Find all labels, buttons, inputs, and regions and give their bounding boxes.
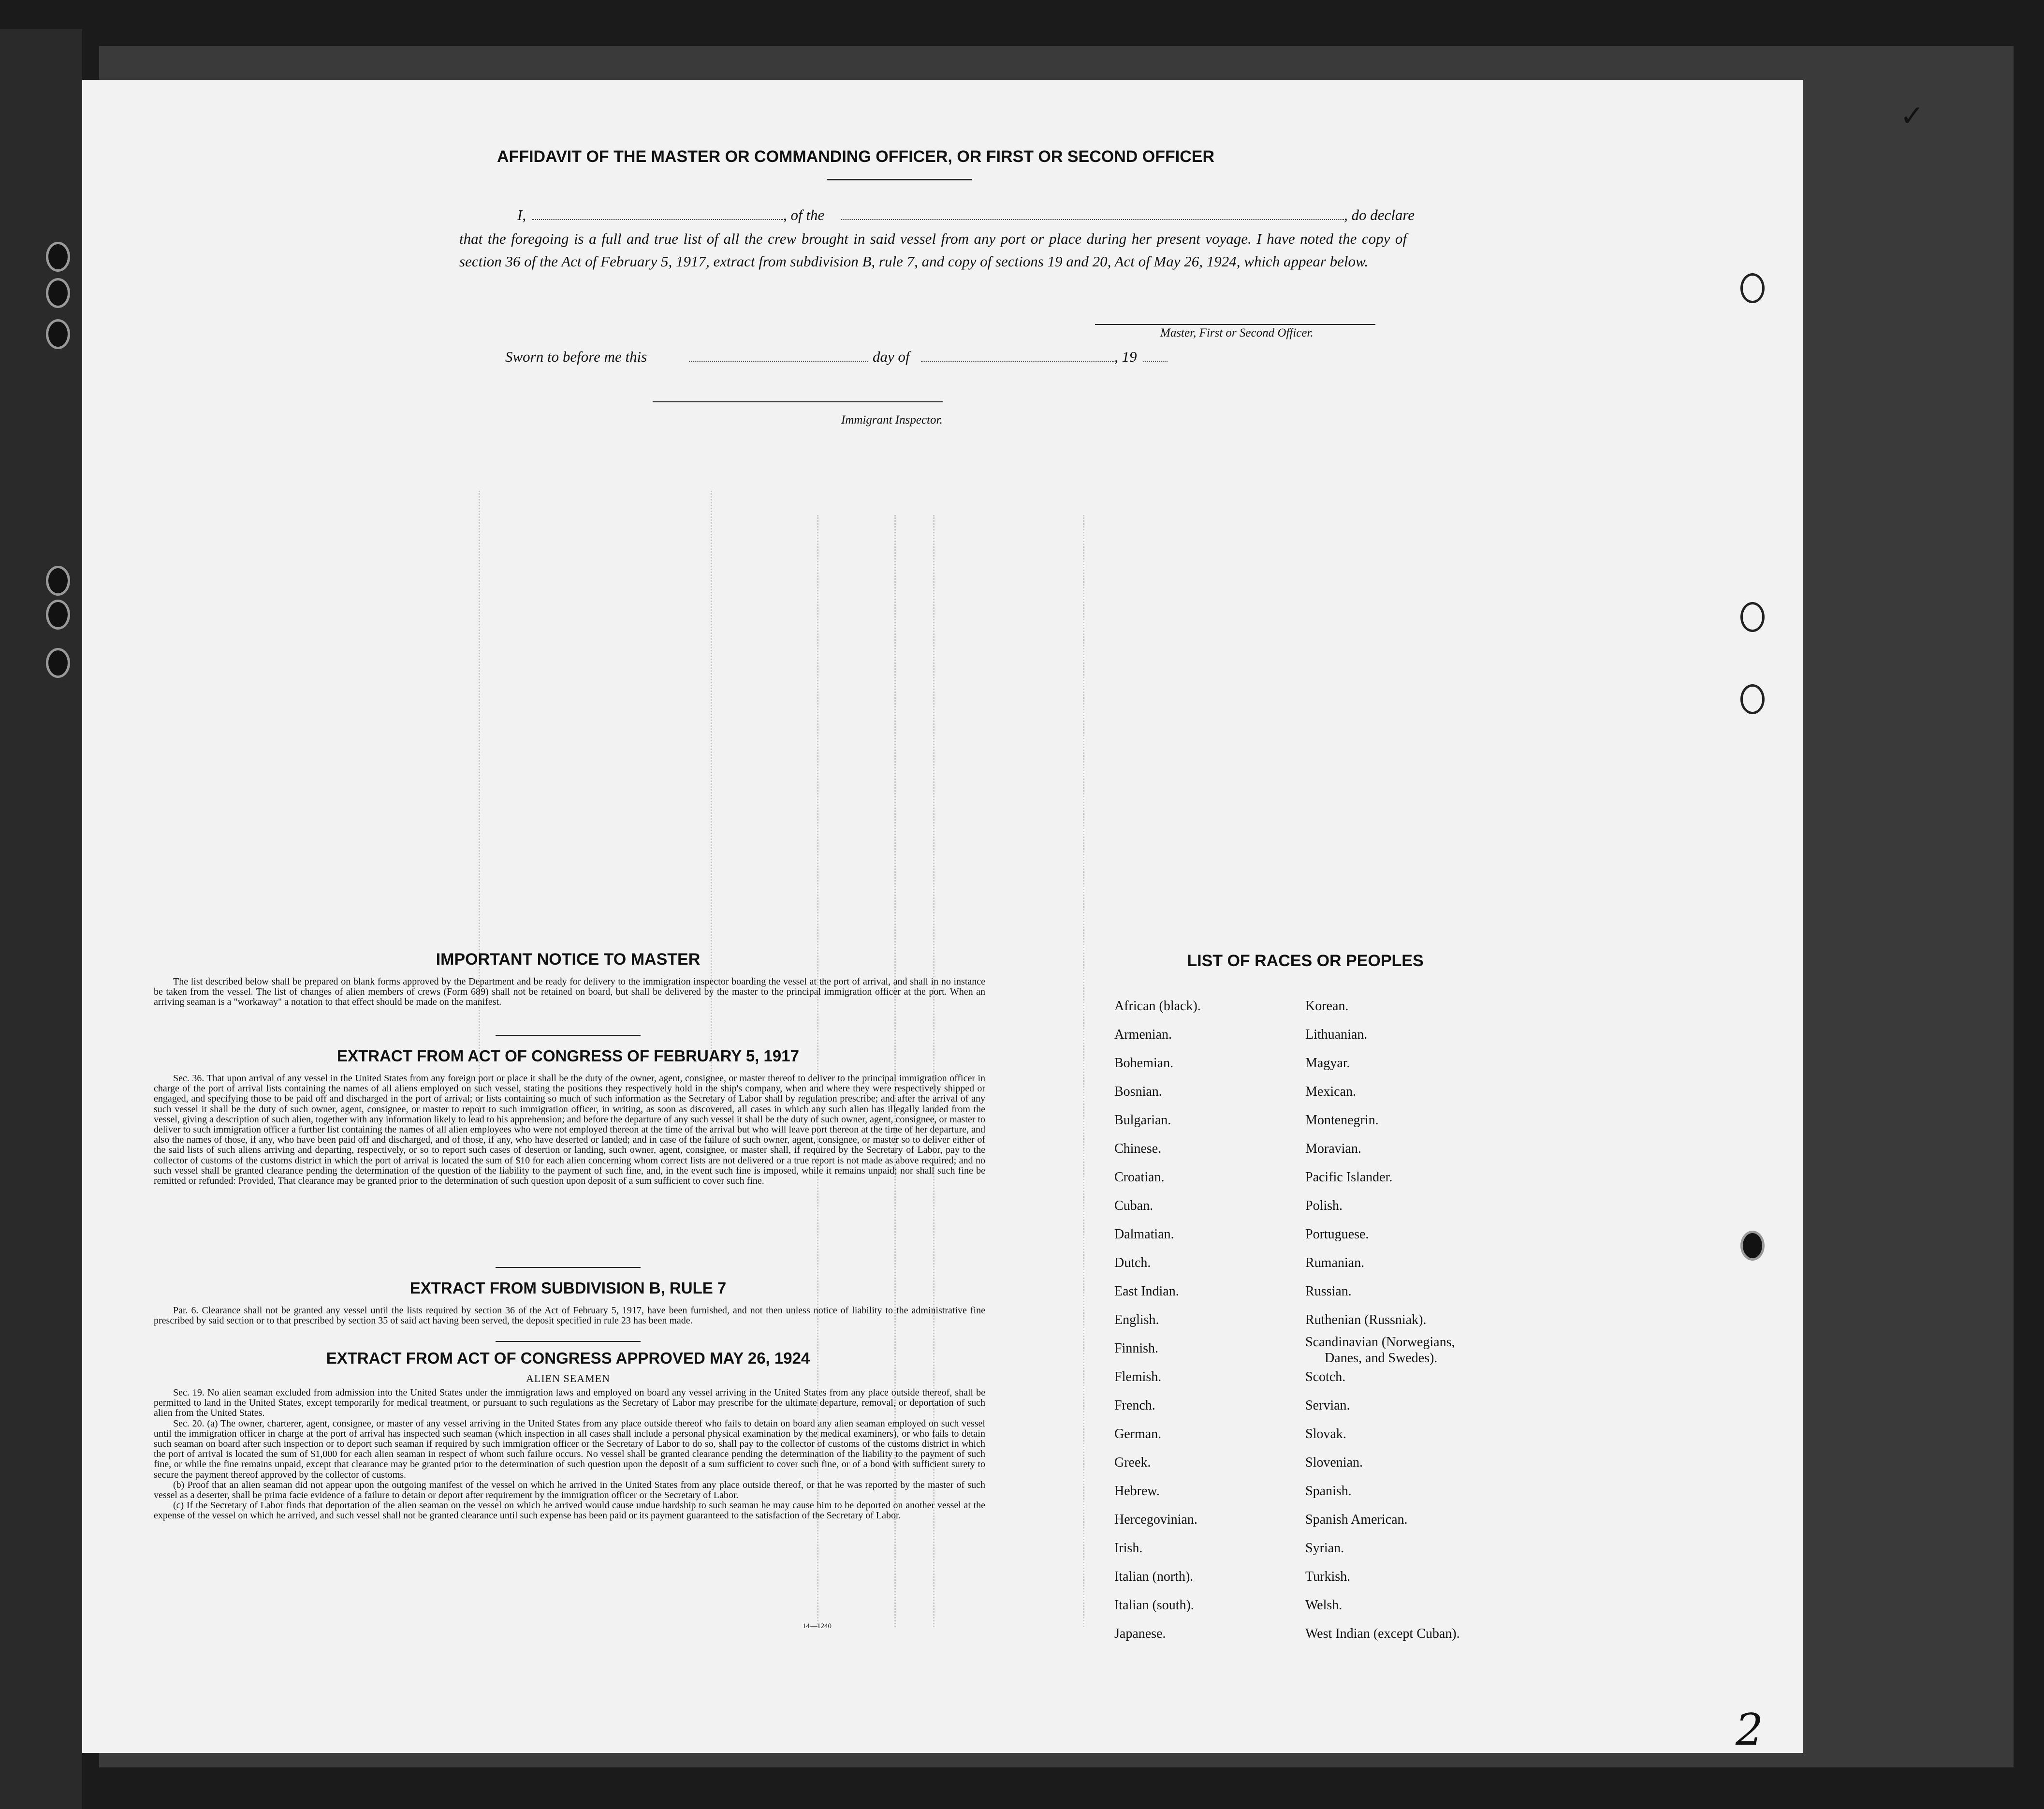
race-item: Bohemian. [1114, 1056, 1174, 1071]
affidavit-title: AFFIDAVIT OF THE MASTER OR COMMANDING OFFICER, OR FIRST OR SECOND OFFICER [497, 147, 1214, 166]
punch-hole [1740, 684, 1765, 714]
handwritten-check-mark: ✓ [1900, 100, 1925, 132]
race-item: Italian (north). [1114, 1569, 1194, 1584]
race-item: English. [1114, 1312, 1159, 1327]
race-item: Scandinavian (Norwegians, [1305, 1335, 1455, 1350]
notice-body: The list described below shall be prepared on blank forms approved by the Department and be ready for delivery to the immigration inspector boarding the vessel at the port of arrival, and shall in no instance be taken from the vessel. The list of changes of alien members of crews (Form 689) shall not be retained on board, but shall be delivered by the master to the principal immigration officer at the port. When an arriving seaman is a "workaway" a notation to that effect should be made on the manifest. [154, 976, 985, 1008]
binder-hole [46, 566, 70, 596]
race-item: Polish. [1305, 1198, 1343, 1213]
sec19-text: Sec. 19. No alien seaman excluded from admission into the United States under the immigration laws and employed on board any vessel arriving in the United States from any place outside thereof, shall be permitted to land in the United States, except temporarily for medical treatment, or pursuant to such regulations as the Secretary of Labor may prescribe for the ultimate departure, removal, or deportation of such alien from the United States. [154, 1387, 985, 1419]
binder-hole [46, 648, 70, 678]
race-item: Hercegovinian. [1114, 1512, 1197, 1527]
extract-1924-title: EXTRACT FROM ACT OF CONGRESS APPROVED MAY 26, 1924 [326, 1349, 810, 1367]
race-item: Slovenian. [1305, 1455, 1363, 1470]
form-number: 14—1240 [803, 1622, 832, 1630]
subdivision-body: Par. 6. Clearance shall not be granted any vessel until the lists required by section 36 of the Act of February 5, 1917, have been furnished, and not then unless notice of liability to the administrative fine prescribed by said section or to that prescribed by section 35 of said act having been served, the deposit specified in rule 23 has been made. [154, 1305, 985, 1326]
declaration-line [459, 206, 1504, 226]
handwritten-page-number: 2 [1736, 1705, 1764, 1755]
race-item: East Indian. [1114, 1284, 1179, 1299]
race-item: French. [1114, 1398, 1155, 1413]
divider [827, 179, 972, 180]
punch-hole [1740, 273, 1765, 303]
subdivision-title: EXTRACT FROM SUBDIVISION B, RULE 7 [409, 1279, 727, 1297]
declaration-body: that the foregoing is a full and true list of all the crew brought in said vessel from any port or place during her present voyage. I have noted the copy of section 36 of the Act of February 5, 1917, extract from subdivision B, rule 7, and copy of sections 19 and 20, Act of May 26, 1924, which appear below. [459, 230, 1407, 270]
inspector-caption: Immigrant Inspector. [841, 413, 943, 427]
race-item: Flemish. [1114, 1369, 1162, 1384]
race-item: Lithuanian. [1305, 1027, 1368, 1042]
extract-1917-body: Sec. 36. That upon arrival of any vessel in the United States from any foreign port or place it shall be the duty of the owner, agent, consignee, or master thereof to deliver to the principal immigration officer in charge of the port of arrival lists containing the names of all aliens employed on such vessel, stating the positions they respectively hold in the ship's company, when and where they were respectively shipped or engaged, and specifying those to be paid off and discharged in the port of arrival; or lists containing so much of such information as the Secretary of Labor shall by regulation prescribe; and after the arrival of any such vessel it shall be the duty of such owner, agent, consignee, or master to report to such immigration officer, in writing, as soon as discovered, all cases in which any such alien has illegally landed from the vessel, giving a description of such alien, together with any information likely to lead to his apprehension; and before the departure of any such vessel it shall be the duty of such owner, agent, consignee, or master to deliver to such immigration officer a further list containing the names of all alien employees who were not employed thereon at the time of the arrival but who will leave port thereon at the time of her departure, and also the names of those, if any, who have been paid off and discharged, and of those, if any, who have deserted or landed; and in case of the failure of such owner, agent, consignee, or master so to deliver either of the said lists of such aliens arriving and departing, respectively, or so to report such cases of desertion or landing, such owner, agent, consignee, or master shall, if required by the Secretary of Labor, pay to the collector of customs of the customs district in which the port of arrival is located the sum of $10 for each alien concerning whom correct lists are not delivered or a true report is not made as above required; and no such vessel shall be granted clearance pending the determination of the question of the liability to the payment of such fine, and, in the event such fine is imposed, while it remains unpaid; nor shall such fine be remitted or refunded: Provided, That clearance may be granted prior to the determination of such question upon deposit of a sum sufficient to cover such fine. [154, 1073, 985, 1186]
race-item: Japanese. [1114, 1626, 1166, 1641]
race-item: Magyar. [1305, 1056, 1350, 1071]
race-item: Bosnian. [1114, 1084, 1162, 1099]
race-item: Slovak. [1305, 1427, 1346, 1441]
race-item: Armenian. [1114, 1027, 1172, 1042]
race-item: Dalmatian. [1114, 1227, 1174, 1242]
extract-1917-title: EXTRACT FROM ACT OF CONGRESS OF FEBRUARY 5, 1917 [337, 1047, 799, 1065]
race-item: Dutch. [1114, 1255, 1151, 1270]
race-item: Cuban. [1114, 1198, 1153, 1213]
binder-hole [46, 242, 70, 272]
race-item: Pacific Islander. [1305, 1170, 1393, 1185]
race-item: German. [1114, 1427, 1162, 1441]
sworn-line [505, 348, 1182, 368]
vessel-blank[interactable] [841, 219, 1344, 220]
race-item: Ruthenian (Russniak). [1305, 1312, 1427, 1327]
sworn-day-blank[interactable] [689, 361, 868, 362]
binder-hole [46, 278, 70, 308]
notice-title: IMPORTANT NOTICE TO MASTER [436, 950, 701, 969]
race-item: Finnish. [1114, 1341, 1159, 1356]
race-item: Welsh. [1305, 1598, 1343, 1613]
declaration-label-of-the: , of the [783, 206, 825, 223]
race-item: Scotch. [1305, 1369, 1346, 1384]
race-item: Rumanian. [1305, 1255, 1365, 1270]
race-item: Italian (south). [1114, 1598, 1194, 1613]
race-item: Russian. [1305, 1284, 1352, 1299]
name-blank[interactable] [532, 219, 783, 220]
race-item: Turkish. [1305, 1569, 1351, 1584]
sworn-year: , 19 [1114, 348, 1137, 365]
sworn-label: Sworn to before me this [505, 348, 647, 365]
race-item: Korean. [1305, 999, 1349, 1014]
race-item: Moravian. [1305, 1141, 1361, 1156]
sec20a-text: Sec. 20. (a) The owner, charterer, agent, consignee, or master of any vessel arriving in the United States from any place outside thereof who fails to detain on board any alien seaman employed on such vessel until the immigration officer in charge at the port of arrival has inspected such seaman (which inspection in all cases shall include a personal physical examination by the medical examiners), or who fails to detain such seaman on board after such inspection or to deport such seaman if required by such immigration officer or the Secretary of Labor to do so, shall pay to the collector of customs of the customs district in which the port of arrival is located the sum of $1,000 for each alien seaman in respect of whom such failure occurs. No vessel shall be granted clearance pending the determination of the liability to the payment of such fine, or while the fine remains unpaid, except that clearance may be granted prior to the determination of such question upon the deposit of a sum sufficient to cover such fine, or of a bond with sufficient surety to secure the payment thereof approved by the collector of customs. [154, 1418, 985, 1480]
race-item: Syrian. [1305, 1541, 1344, 1556]
sec20c-text: (c) If the Secretary of Labor finds that deportation of the alien seaman on the vessel on which he arrived would cause undue hardship to such seaman he may cause him to be deported on another vessel at the expense of the vessel on which he arrived, and such vessel shall not be granted clearance until such expense has been paid or its payment guaranteed to the satisfaction of the Secretary of Labor. [154, 1500, 985, 1521]
race-item: Chinese. [1114, 1141, 1162, 1156]
divider [496, 1341, 641, 1342]
extract-1924-subtitle: ALIEN SEAMEN [526, 1372, 610, 1384]
divider [496, 1267, 641, 1268]
binder-hole [46, 319, 70, 349]
race-item: African (black). [1114, 999, 1201, 1014]
race-item: Portuguese. [1305, 1227, 1369, 1242]
races-title: LIST OF RACES OR PEOPLES [1187, 952, 1424, 970]
race-item: Mexican. [1305, 1084, 1356, 1099]
race-item: Bulgarian. [1114, 1113, 1171, 1128]
binder-hole [46, 600, 70, 630]
race-item: West Indian (except Cuban). [1305, 1626, 1460, 1641]
race-item: Croatian. [1114, 1170, 1165, 1185]
master-signature-line[interactable] [1095, 324, 1375, 325]
sec20b-text: (b) Proof that an alien seaman did not appear upon the outgoing manifest of the vessel on which he arrived in the United States from any place outside thereof, or that he was reported by the master of such vessel as a deserter, shall be prima facie evidence of a failure to detain or deport after requirement by the immigration officer or the Secretary of Labor. [154, 1479, 985, 1500]
race-item: Hebrew. [1114, 1484, 1160, 1499]
race-item-continuation: Danes, and Swedes). [1325, 1351, 1438, 1366]
race-item: Montenegrin. [1305, 1113, 1379, 1128]
declaration-label-i: I, [517, 206, 526, 223]
sworn-month-blank[interactable] [921, 361, 1114, 362]
race-item: Irish. [1114, 1541, 1143, 1556]
extract-1924-body [154, 1388, 985, 1521]
declaration-label-declare: , do declare [1344, 206, 1415, 223]
manifest-page [82, 80, 1925, 1755]
race-item: Spanish American. [1305, 1512, 1408, 1527]
race-item: Spanish. [1305, 1484, 1352, 1499]
divider [496, 1035, 641, 1036]
sworn-day-of: day of [873, 348, 910, 365]
sworn-year-blank[interactable] [1143, 361, 1168, 362]
race-item: Greek. [1114, 1455, 1151, 1470]
inspector-signature-line[interactable] [653, 401, 943, 402]
punch-hole [1740, 602, 1765, 632]
race-item: Servian. [1305, 1398, 1350, 1413]
master-caption: Master, First or Second Officer. [1160, 326, 1314, 339]
